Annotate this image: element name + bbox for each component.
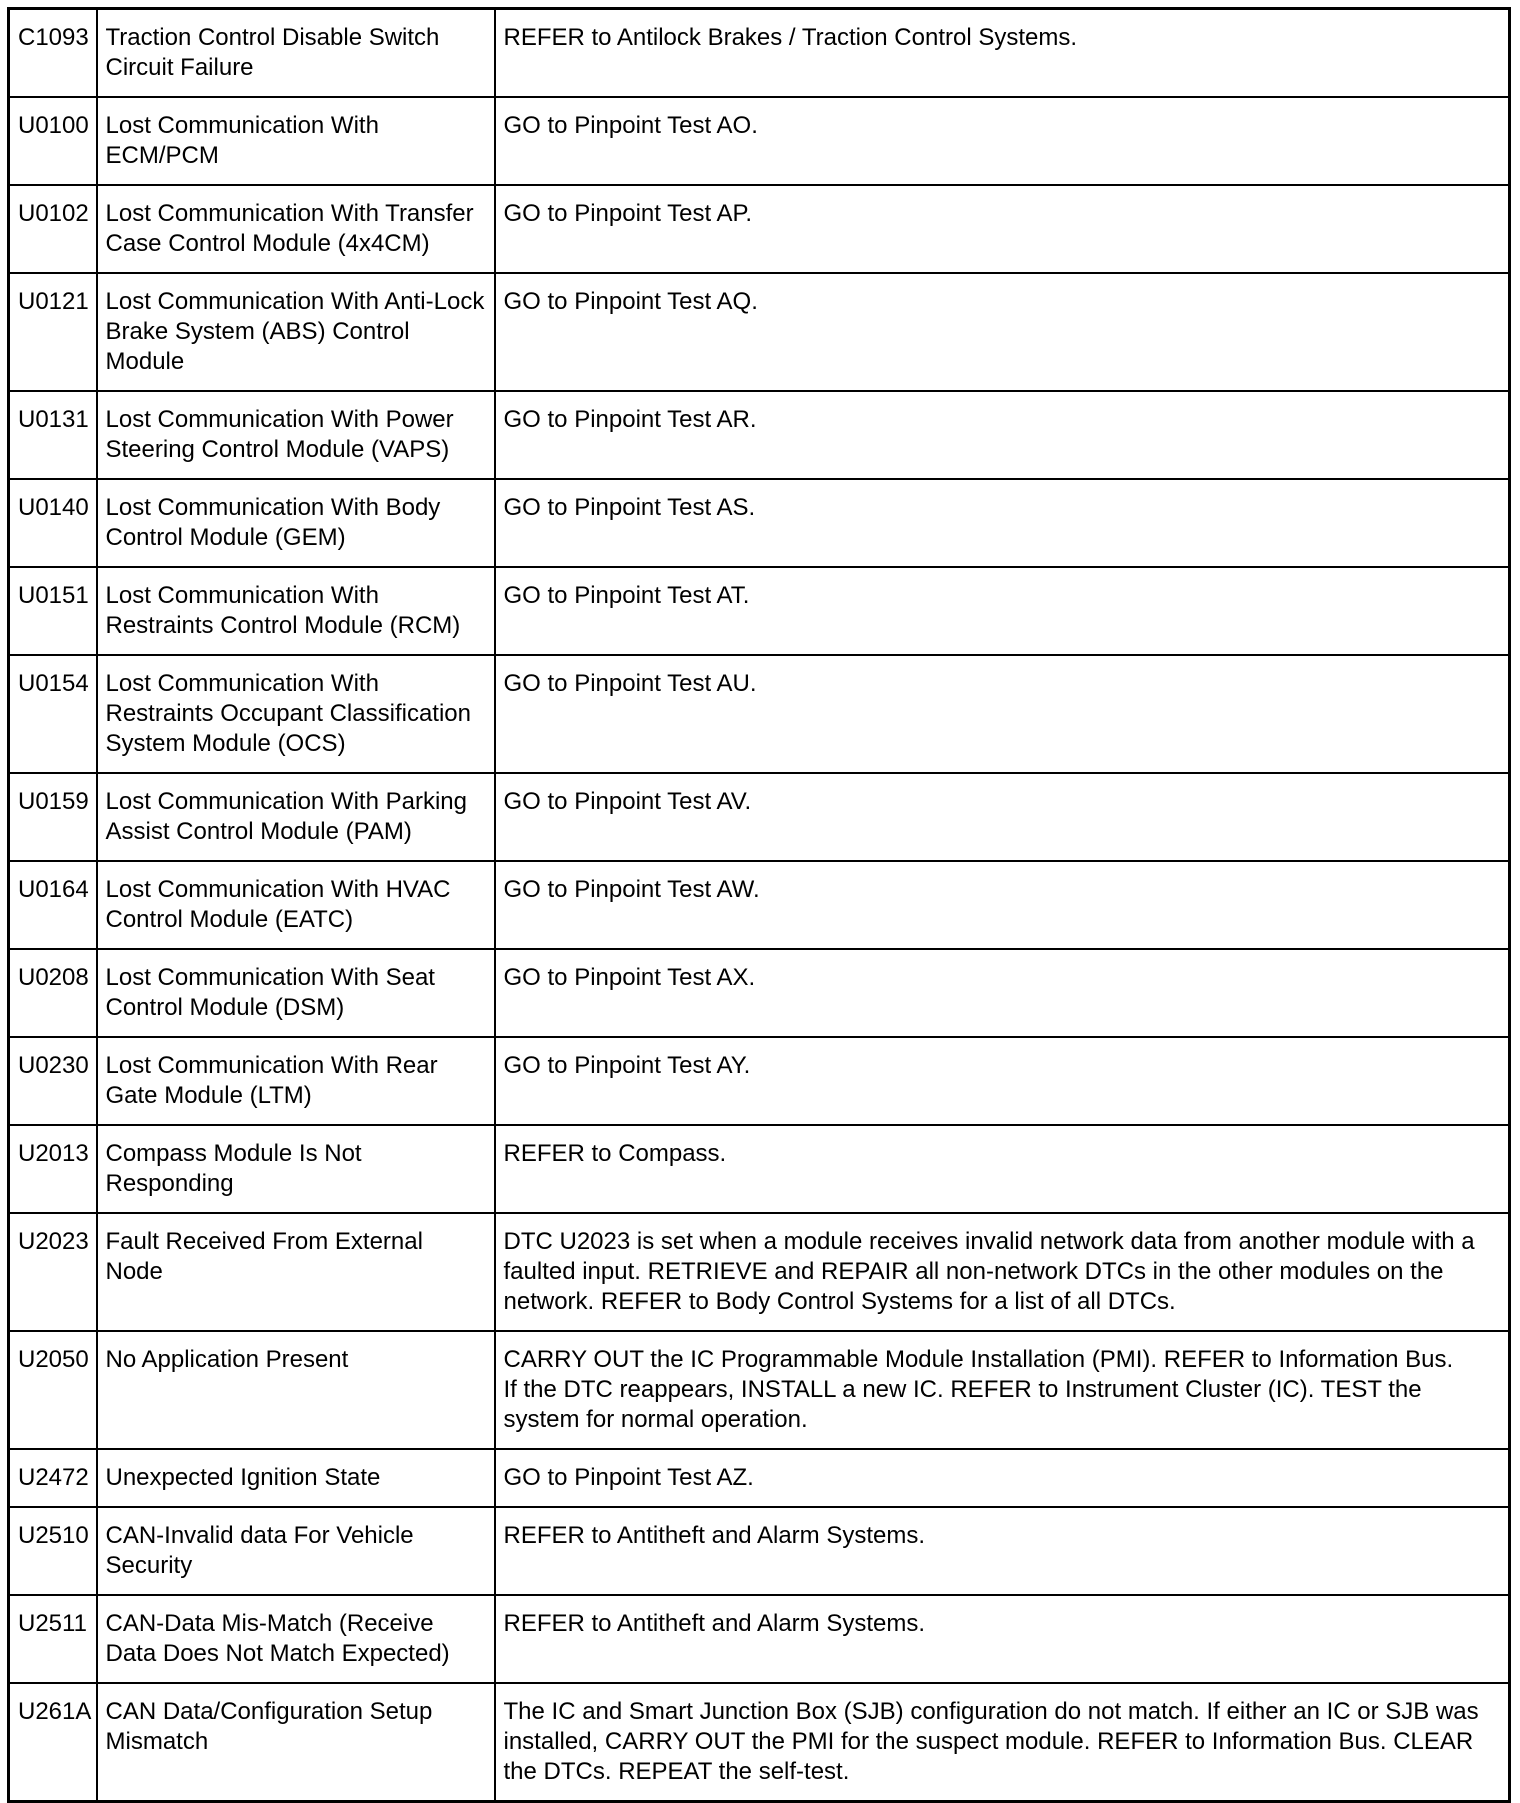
dtc-action-cell [495,1125,1510,1213]
dtc-action-cell [495,185,1510,273]
action-paragraph: GO to Pinpoint Test AP. [503,200,753,227]
table-row [9,185,1510,273]
dtc-description-cell: CAN Data/Configuration Setup Mismatch [97,1683,495,1802]
dtc-code-cell: U2050 [9,1331,97,1449]
dtc-action-cell [495,1683,1510,1802]
dtc-description-cell: Unexpected Ignition State [97,1449,495,1507]
dtc-description-cell: Lost Communication With Restraints Control Module (RCM) [97,567,495,655]
dtc-description-cell: Lost Communication With Anti-Lock Brake System (ABS) Control Module [97,273,495,391]
dtc-description-cell: Lost Communication With Restraints Occupant Classification System Module (OCS) [97,655,495,773]
dtc-action-cell [495,273,1510,391]
action-paragraph: If the DTC reappears, INSTALL a new IC. REFER to Instrument Cluster (IC). TEST the system for normal operation. [503,1376,1422,1433]
dtc-code-cell: U2511 [9,1595,97,1683]
action-paragraph: GO to Pinpoint Test AV. [503,788,752,815]
dtc-code-cell: U0230 [9,1037,97,1125]
dtc-action-cell [495,391,1510,479]
dtc-code-cell: U2023 [9,1213,97,1331]
dtc-code-cell: U2510 [9,1507,97,1595]
dtc-code-cell: U0100 [9,97,97,185]
table-row [9,1449,1510,1507]
dtc-description-cell: Traction Control Disable Switch Circuit Failure [97,9,495,98]
dtc-action-cell [495,1507,1510,1595]
dtc-code-cell: U2013 [9,1125,97,1213]
dtc-code-cell: U0102 [9,185,97,273]
dtc-table-body [9,9,1510,1802]
action-paragraph: GO to Pinpoint Test AR. [503,406,757,433]
table-row [9,1595,1510,1683]
dtc-action-cell [495,9,1510,98]
action-paragraph: CARRY OUT the IC Programmable Module Installation (PMI). REFER to Information Bus. [503,1346,1454,1373]
dtc-action-cell [495,1213,1510,1331]
dtc-description-cell: Lost Communication With Rear Gate Module (LTM) [97,1037,495,1125]
action-paragraph: REFER to Antilock Brakes / Traction Control Systems. [503,24,1078,51]
table-row [9,773,1510,861]
action-paragraph: GO to Pinpoint Test AT. [503,582,750,609]
action-paragraph: GO to Pinpoint Test AZ. [503,1464,754,1491]
dtc-table [7,7,1511,1803]
table-row [9,949,1510,1037]
action-paragraph: REFER to Compass. [503,1140,727,1167]
dtc-description-cell: Lost Communication With Seat Control Module (DSM) [97,949,495,1037]
table-row [9,97,1510,185]
action-paragraph: REFER to Antitheft and Alarm Systems. [503,1522,925,1549]
action-paragraph: GO to Pinpoint Test AU. [503,670,757,697]
action-paragraph: GO to Pinpoint Test AY. [503,1052,751,1079]
dtc-description-cell: Lost Communication With Power Steering Control Module (VAPS) [97,391,495,479]
dtc-description-cell: Lost Communication With Parking Assist Control Module (PAM) [97,773,495,861]
table-row [9,1507,1510,1595]
dtc-action-cell [495,97,1510,185]
dtc-action-cell [495,1331,1510,1449]
dtc-description-cell: Fault Received From External Node [97,1213,495,1331]
dtc-action-cell [495,1595,1510,1683]
dtc-action-cell [495,1037,1510,1125]
table-row [9,1213,1510,1331]
table-row [9,1125,1510,1213]
dtc-code-cell: U0121 [9,273,97,391]
table-row [9,479,1510,567]
dtc-action-cell [495,1449,1510,1507]
table-row [9,861,1510,949]
dtc-description-cell: CAN-Data Mis-Match (Receive Data Does Not Match Expected) [97,1595,495,1683]
action-paragraph: GO to Pinpoint Test AX. [503,964,756,991]
action-paragraph: REFER to Antitheft and Alarm Systems. [503,1610,925,1637]
action-paragraph: GO to Pinpoint Test AO. [503,112,758,139]
dtc-code-cell: C1093 [9,9,97,98]
dtc-code-cell: U0131 [9,391,97,479]
table-row [9,655,1510,773]
dtc-code-cell: U0208 [9,949,97,1037]
action-paragraph: GO to Pinpoint Test AS. [503,494,756,521]
dtc-description-cell: Lost Communication With HVAC Control Module (EATC) [97,861,495,949]
dtc-description-cell: CAN-Invalid data For Vehicle Security [97,1507,495,1595]
table-row [9,567,1510,655]
dtc-code-cell: U2472 [9,1449,97,1507]
dtc-action-cell [495,479,1510,567]
dtc-code-cell: U0159 [9,773,97,861]
dtc-code-cell: U0164 [9,861,97,949]
dtc-code-cell: U0154 [9,655,97,773]
action-paragraph: The IC and Smart Junction Box (SJB) configuration do not match. If either an IC or SJB was installed, CARRY OUT the PMI for the suspect module. REFER to Information Bus. CLEAR the DTCs. REPEAT the self-test. [503,1698,1479,1785]
dtc-code-cell: U0151 [9,567,97,655]
dtc-action-cell [495,949,1510,1037]
table-row [9,9,1510,98]
dtc-code-cell: U261A [9,1683,97,1802]
dtc-description-cell: Lost Communication With Transfer Case Control Module (4x4CM) [97,185,495,273]
action-paragraph: GO to Pinpoint Test AW. [503,876,760,903]
dtc-action-cell [495,655,1510,773]
dtc-description-cell: Compass Module Is Not Responding [97,1125,495,1213]
table-row [9,1331,1510,1449]
dtc-description-cell: No Application Present [97,1331,495,1449]
table-row [9,391,1510,479]
table-row [9,273,1510,391]
dtc-action-cell [495,773,1510,861]
dtc-action-cell [495,567,1510,655]
action-paragraph: GO to Pinpoint Test AQ. [503,288,758,315]
table-row [9,1683,1510,1802]
dtc-description-cell: Lost Communication With Body Control Module (GEM) [97,479,495,567]
table-row [9,1037,1510,1125]
dtc-description-cell: Lost Communication With ECM/PCM [97,97,495,185]
dtc-code-cell: U0140 [9,479,97,567]
dtc-action-cell [495,861,1510,949]
action-paragraph: DTC U2023 is set when a module receives invalid network data from another module with a faulted input. RETRIEVE and REPAIR all non-network DTCs in the other modules on the network. REFER to Body Control Systems for a list of all DTCs. [503,1228,1475,1315]
